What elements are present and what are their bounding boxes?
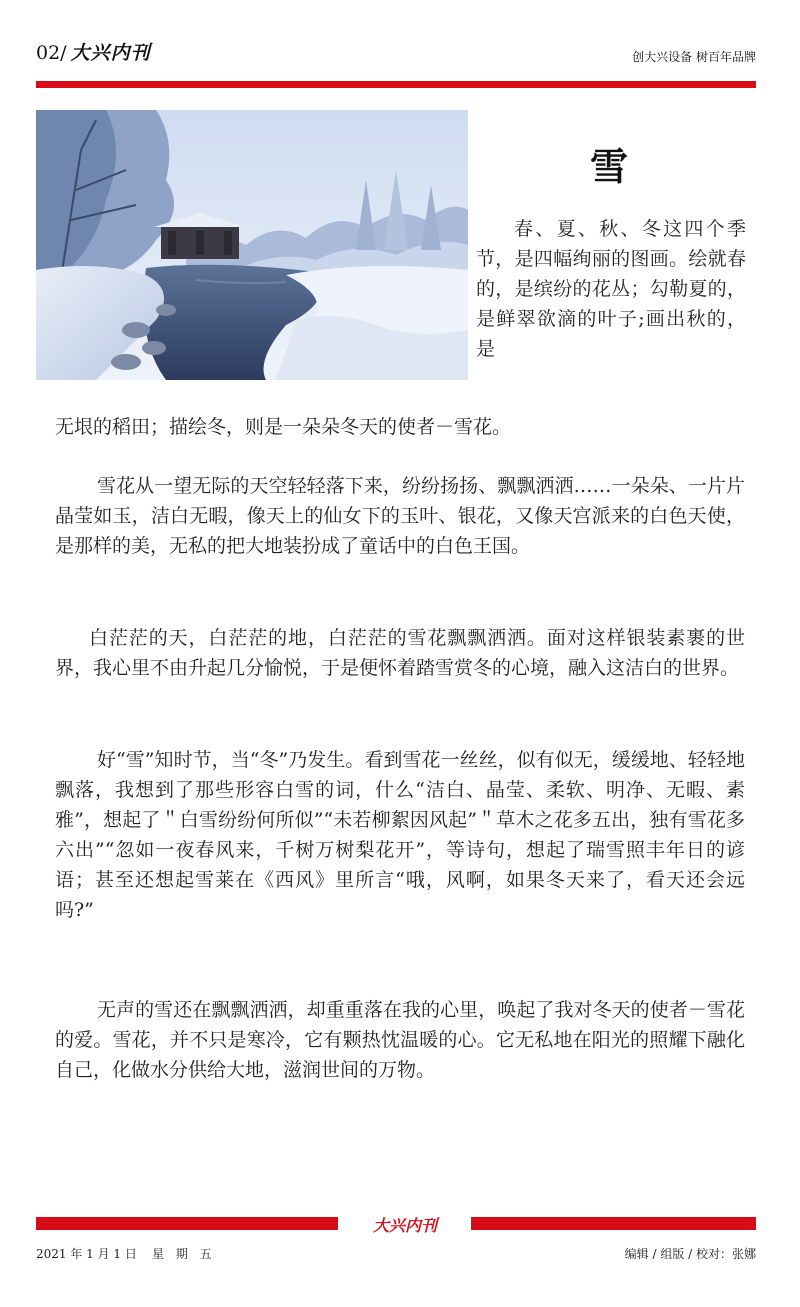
publication-logo: 大兴内刊 — [70, 42, 151, 64]
body-paragraph: 无声的雪还在飘飘洒洒，却重重落在我的心里，唤起了我对冬天的使者－雪花的爱。雪花，并不只是寒冷，它有颗热忱温暖的心。它无私地在阳光的照耀下融化自己，化做水分供给大地，滋润世间的万物。 — [55, 999, 745, 1081]
issue-weekday: 星 期 五 — [152, 1247, 216, 1261]
footer-divider-right — [471, 1217, 756, 1230]
page-header-left — [36, 38, 151, 65]
article-title: 雪 — [590, 144, 629, 189]
editor-credits: 编辑 / 组版 / 校对：张娜 — [624, 1247, 756, 1261]
issue-date: 2021 年 1 月 1 日 — [36, 1247, 137, 1261]
body-paragraph: 白茫茫的天，白茫茫的地，白茫茫的雪花飘飘洒洒。面对这样银装素裹的世界，我心里不由升起几分愉悦，于是便怀着踏雪赏冬的心境，融入这洁白的世界。 — [55, 627, 745, 679]
intro-paragraph-continued: 无垠的稻田；描绘冬，则是一朵朵冬天的使者－雪花。 — [55, 416, 512, 438]
header-slogan: 创大兴设备 树百年品牌 — [632, 50, 756, 64]
footer-publication-logo: 大兴内刊 — [372, 1216, 437, 1235]
intro-paragraph: 春、夏、秋、冬这四个季节，是四幅绚丽的图画。绘就春的，是缤纷的花丛；勾勒夏的，是鲜翠欲滴的叶子;画出秋的，是 — [476, 218, 746, 360]
footer-divider-left — [36, 1217, 338, 1230]
snow-scene-photo — [36, 110, 468, 380]
page-number: 02/ — [36, 42, 67, 64]
body-paragraph: 雪花从一望无际的天空轻轻落下来，纷纷扬扬、飘飘洒洒……一朵朵、一片片晶莹如玉，洁白无暇，像天上的仙女下的玉叶、银花，又像天宫派来的白色天使，是那样的美，无私的把大地装扮成了童话中的白色王国。 — [55, 475, 745, 557]
body-paragraph: 好“雪”知时节，当“冬”乃发生。看到雪花一丝丝，似有似无，缓缓地、轻轻地飘落，我想到了那些形容白雪的词，什么“洁白、晶莹、柔软、明净、无暇、素雅”，想起了＂白雪纷纷何所似”“未若柳絮因风起”＂草木之花多五出，独有雪花多六出”“忽如一夜春风来，千树万树梨花开”，等诗句，想起了瑞雪照丰年日的谚语；甚至还想起雪莱在《西风》里所言“哦，风啊，如果冬天来了，看天还会远吗?” — [55, 749, 745, 921]
header-divider — [36, 81, 756, 88]
